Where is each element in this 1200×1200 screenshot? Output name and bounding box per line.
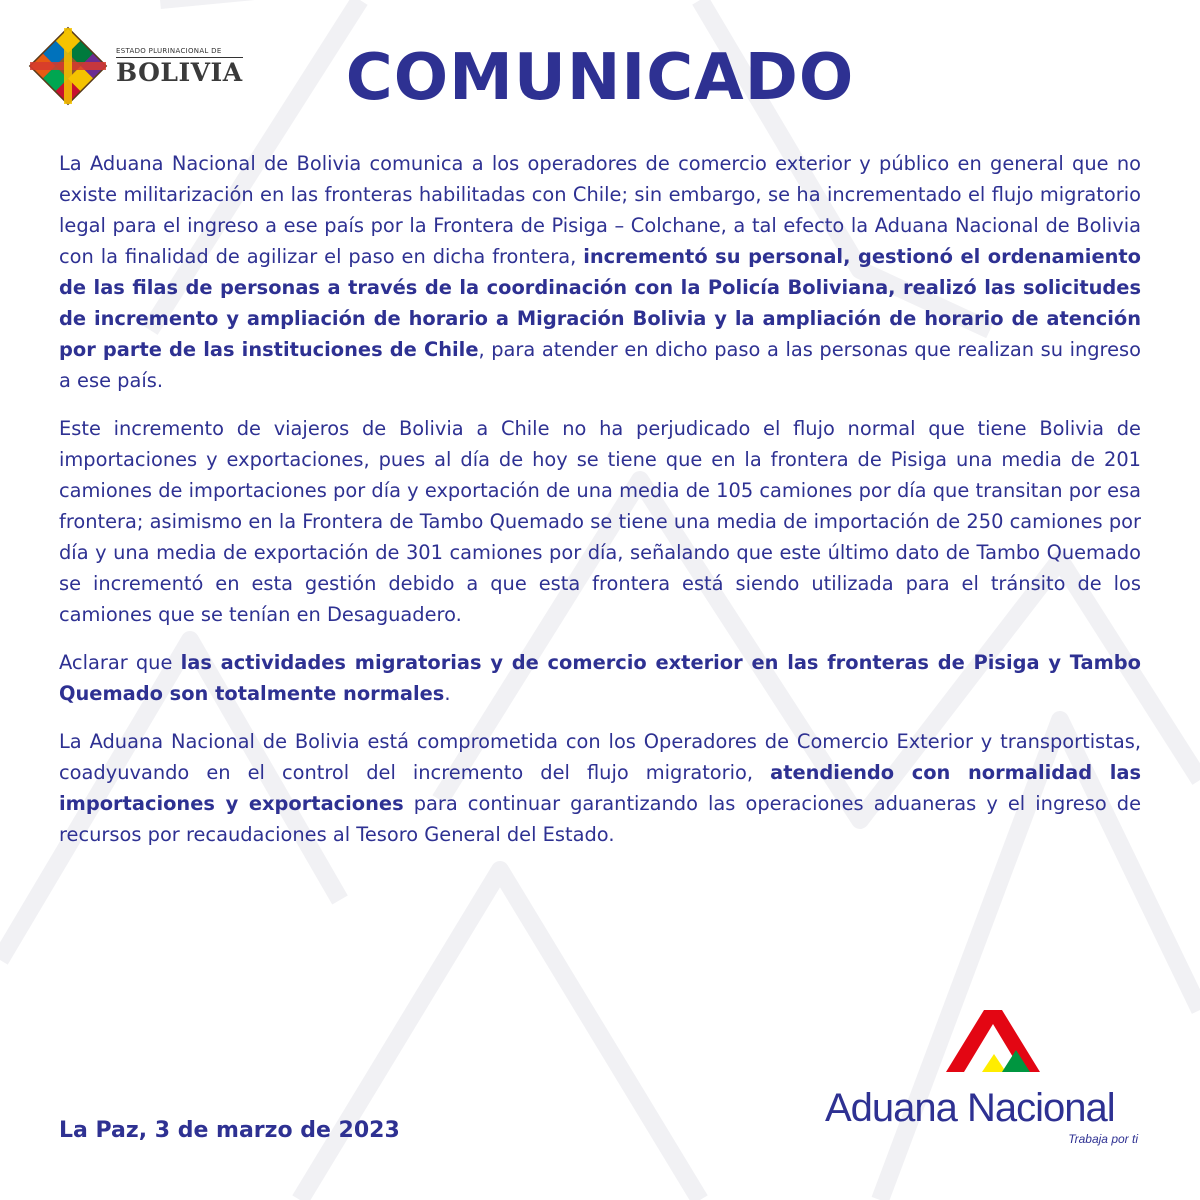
bold-text: incrementó su personal, gestionó el ordenamiento de las filas de personas a través de la coordinación con la Policía Boliviana, realizó las solicitudes de incremento y ampliación de horario a Migración Bolivia y la ampliación de horario de atención por parte de las instituciones de Chile [59,245,1141,361]
text-run: . [444,682,451,705]
bold-text: atendiendo con normalidad las importaciones y exportaciones [59,761,1141,815]
body-paragraph [59,647,1141,709]
body-paragraph [59,726,1141,850]
bolivia-subtitle: ESTADO PLURINACIONAL DE [116,47,243,58]
body-paragraph [59,413,1141,630]
aduana-slogan: Trabaja por ti [1068,1132,1138,1146]
text-run: La Aduana Nacional de Bolivia comunica a los operadores de comercio exterior y público en general que no existe militarización en las fronteras habilitadas con Chile; sin embargo, se ha incrementado el flujo migratorio legal para el ingreso a ese país por la Frontera de Pisiga – Colchane, a tal efecto la Aduana Nacional de Bolivia con la finalidad de agilizar el paso en dicha frontera, [59,152,1141,268]
aduana-triangle-emblem-icon [944,1008,1044,1080]
bold-text: las actividades migratorias y de comercio exterior en las fronteras de Pisiga y Tambo Quemado son totalmente normales [59,651,1141,705]
bolivia-name: BOLIVIA [116,58,243,87]
text-run: , para atender en dicho paso a las personas que realizan su ingreso a ese país. [59,338,1141,392]
text-run: para continuar garantizando las operaciones aduaneras y el ingreso de recursos por recaudaciones al Tesoro General del Estado. [59,792,1142,846]
text-run: Aclarar que [59,651,181,674]
communique-body [59,148,1141,867]
date-line: La Paz, 3 de marzo de 2023 [59,1118,400,1143]
body-paragraph [59,148,1141,396]
aduana-name: Aduana Nacional [825,1086,1115,1130]
header [0,0,1200,140]
aduana-logo [820,1008,1150,1158]
text-run: Este incremento de viajeros de Bolivia a Chile no ha perjudicado el flujo normal que tiene Bolivia de importaciones y exportaciones, pues al día de hoy se tiene que en la frontera de Pisiga una media de 201 camiones de importaciones por día y exportación de una media de 105 camiones por día que transitan por esa frontera; asimismo en la Frontera de Tambo Quemado se tiene una media de importación de 250 camiones por día y una media de exportación de 301 camiones por día, señalando que este último dato de Tambo Quemado se incrementó en esta gestión debido a que esta frontera está siendo utilizada para el tránsito de los camiones que se tenían en Desaguadero. [59,417,1141,626]
text-run: La Aduana Nacional de Bolivia está comprometida con los Operadores de Comercio Exterior y transportistas, coadyuvando en el control del incremento del flujo migratorio, [59,730,1141,784]
page-title: COMUNICADO [345,41,855,115]
